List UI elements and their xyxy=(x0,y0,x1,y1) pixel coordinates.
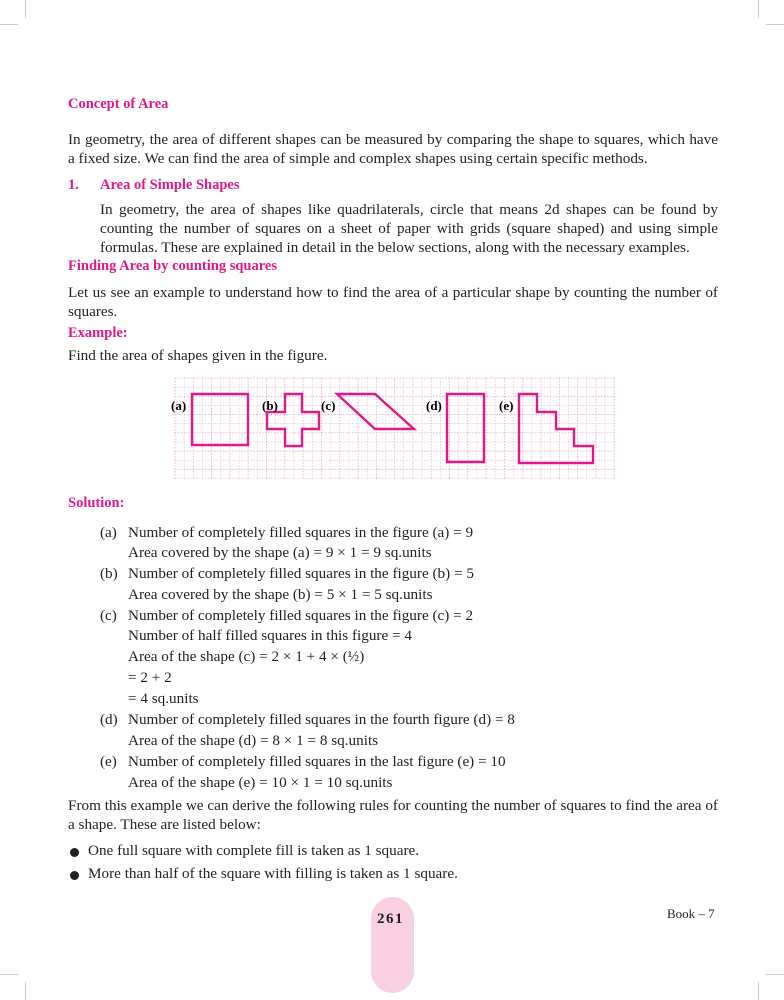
solution-d-line2: Area of the shape (d) = 8 × 1 = 8 sq.units xyxy=(128,732,379,749)
solution-a-line1: Number of completely filled squares in the figure (a) = 9 xyxy=(128,524,474,541)
solution-c-line2: Number of half filled squares in this figure = 4 xyxy=(128,627,412,644)
shapes-figure xyxy=(0,370,784,490)
solution-c-line5: = 4 sq.units xyxy=(128,690,199,707)
solution-label-e: (e) xyxy=(100,753,117,770)
solution-a-line2: Area covered by the shape (a) = 9 × 1 = 9 sq.units xyxy=(128,544,432,561)
bullet-icon xyxy=(70,848,79,857)
crop-mark xyxy=(766,974,784,975)
heading-solution: Solution: xyxy=(68,495,125,511)
solution-label-b: (b) xyxy=(100,565,118,582)
shape-c-parallelogram xyxy=(337,394,414,429)
solution-c-line3: Area of the shape (c) = 2 × 1 + 4 × (½) xyxy=(128,648,365,665)
heading-example: Example: xyxy=(68,325,128,341)
solution-e-line2: Area of the shape (e) = 10 × 1 = 10 sq.units xyxy=(128,774,393,791)
shape-e-staircase xyxy=(519,394,593,463)
solution-e-line1: Number of completely filled squares in the last figure (e) = 10 xyxy=(128,753,506,770)
rule-item: One full square with complete fill is taken as 1 square. xyxy=(88,842,420,859)
rules-intro: From this example we can derive the following rules for counting the number of squares to find the area of a shape. These are listed below: xyxy=(68,797,718,833)
crop-mark xyxy=(25,982,26,1000)
crop-mark xyxy=(766,24,784,25)
solution-c-line1: Number of completely filled squares in the figure (c) = 2 xyxy=(128,607,474,624)
crop-mark xyxy=(758,982,759,1000)
figure-label-a: (a) xyxy=(171,398,187,413)
solution-b-line2: Area covered by the shape (b) = 5 × 1 = 5 sq.units xyxy=(128,586,433,603)
figure-label-e: (e) xyxy=(499,398,514,413)
solution-label-d: (d) xyxy=(100,711,118,728)
crop-mark xyxy=(758,0,759,18)
example-question: Find the area of shapes given in the figure. xyxy=(68,347,328,364)
counting-paragraph: Let us see an example to understand how to find the area of a particular shape by counting the number of squares. xyxy=(68,284,718,320)
solution-b-line1: Number of completely filled squares in the figure (b) = 5 xyxy=(128,565,474,582)
solution-label-a: (a) xyxy=(100,524,117,541)
bullet-icon xyxy=(70,871,79,880)
solution-c-line4: = 2 + 2 xyxy=(128,669,172,686)
section-body: In geometry, the area of shapes like quadrilaterals, circle that means 2d shapes can be found by counting the number of squares on a sheet of paper with grids (square shaped) and using simple formulas. These are explained in detail in the below sections, along with the necessary examples. xyxy=(100,201,718,256)
shape-d-rectangle xyxy=(447,394,484,462)
heading-finding-area: Finding Area by counting squares xyxy=(68,258,277,274)
section-number: 1. xyxy=(68,177,79,193)
page-number: 261 xyxy=(377,911,404,927)
crop-mark xyxy=(25,0,26,18)
figure-label-d: (d) xyxy=(426,398,442,413)
crop-mark xyxy=(0,24,18,25)
heading-concept-of-area: Concept of Area xyxy=(68,96,169,112)
solution-d-line1: Number of completely filled squares in the fourth figure (d) = 8 xyxy=(128,711,515,728)
shape-a-square xyxy=(192,394,248,445)
figure-label-b: (b) xyxy=(262,398,278,413)
crop-mark xyxy=(0,974,18,975)
rule-item: More than half of the square with filling is taken as 1 square. xyxy=(88,865,458,882)
section-title: Area of Simple Shapes xyxy=(100,177,240,193)
figure-label-c: (c) xyxy=(321,398,336,413)
solution-label-c: (c) xyxy=(100,607,117,624)
book-label: Book – 7 xyxy=(667,906,715,921)
shapes xyxy=(192,394,593,463)
intro-paragraph: In geometry, the area of different shapes can be measured by comparing the shape to squares, which have a fixed size. We can find the area of simple and complex shapes using certain specific methods. xyxy=(68,131,718,167)
